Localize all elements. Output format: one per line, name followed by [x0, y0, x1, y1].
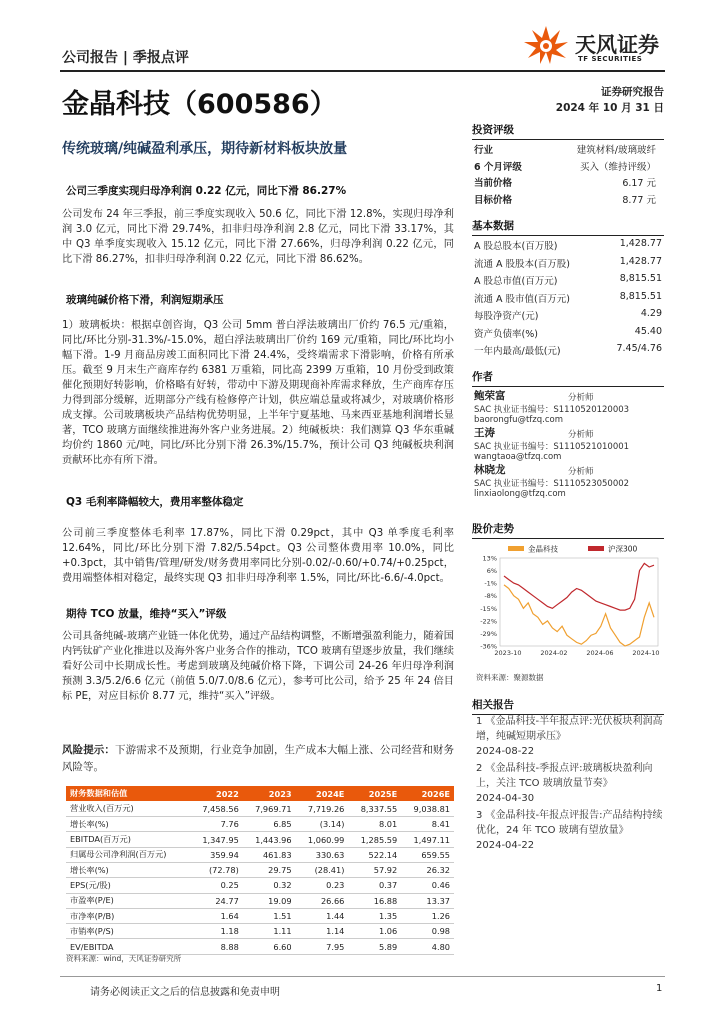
- table-cell: 359.94: [190, 847, 243, 862]
- table-row: [66, 847, 454, 862]
- table-cell: 0.46: [401, 878, 454, 893]
- column-header: 2024E: [296, 786, 349, 801]
- table-cell: 16.88: [348, 893, 401, 908]
- related-report-date: 2024-04-22: [476, 840, 535, 851]
- table-cell: 8.01: [348, 817, 401, 832]
- report-headline: 传统玻璃/纯碱盈利承压，期待新材料板块放量: [62, 141, 348, 157]
- row-label: EPS(元/股): [66, 878, 190, 893]
- report-type: 证券研究报告: [601, 86, 664, 98]
- table-row: [66, 924, 454, 939]
- column-header: 2026E: [401, 786, 454, 801]
- table-row: [66, 817, 454, 832]
- rating-row: [474, 175, 662, 189]
- table-cell: 57.92: [348, 862, 401, 877]
- row-label: 增长率(%): [66, 862, 190, 877]
- y-tick-label: 6%: [486, 567, 497, 576]
- basic-data-row: [474, 238, 662, 252]
- x-tick-label: 2024-02: [540, 649, 568, 657]
- section-body-1: 公司发布 24 年三季报，前三季度实现收入 50.6 亿，同比下滑 12.8%，实现归母净利润 3.0 亿元，同比下滑 29.74%，扣非归母净利润 2.8 亿元，同比下滑 33.17%，其中 Q3 单季度实现收入 15.12 亿元，同比下滑 27.66%，归母净利润 0.22 亿元，同比下滑 86.27%，扣非归母净利润 0.22 亿元，同比下滑 86.62%。: [62, 209, 454, 265]
- table-cell: 6.85: [243, 817, 296, 832]
- table-cell: 29.75: [243, 862, 296, 877]
- y-tick-label: -1%: [484, 579, 497, 588]
- basic-data-title: 基本数据: [472, 218, 664, 236]
- section-heading-2: 玻璃纯碱价格下滑，利润短期承压: [66, 294, 224, 306]
- authors-title: 作者: [472, 369, 664, 387]
- author-sac: SAC 执业证书编号：S1110523050002: [474, 479, 630, 489]
- row-label: EV/EBITDA: [66, 939, 190, 954]
- basic-data-label: A 股总股本(百万股): [474, 241, 558, 252]
- basic-data-value: 1,428.77: [619, 255, 662, 267]
- y-tick-label: -8%: [484, 592, 497, 601]
- table-cell: 1,497.11: [401, 832, 454, 847]
- page-number: 1: [656, 983, 663, 994]
- basic-data-value: 1,428.77: [619, 238, 662, 249]
- table-cell: 9,038.81: [401, 801, 454, 816]
- basic-data-label: 资产负债率(%): [474, 328, 538, 340]
- table-cell: (28.41): [296, 862, 349, 877]
- row-label: 归属母公司净利润(百万元): [66, 847, 190, 862]
- header-divider: [60, 70, 665, 72]
- page-title: 金晶科技（600586）: [62, 89, 337, 120]
- table-cell: 1,060.99: [296, 832, 349, 847]
- table-cell: 1.26: [401, 908, 454, 923]
- table-cell: 4.80: [401, 939, 454, 954]
- row-label: EBITDA(百万元): [66, 832, 190, 847]
- table-row: [66, 801, 454, 816]
- section-body-4: 公司具备纯碱-玻璃产业链一体化优势，通过产品结构调整，不断增强盈利能力，随着国内钙钛矿产业化推进以及海外客户业务合作的推动，TCO 玻璃有望逐步放量，我们继续看好公司中长期成长性。考虑到玻璃及纯碱价格下降，下调公司 24-26 年归母净利润预测 3.3/5.2/6.6 亿元（前值 5.0/7.0/8.6 亿元），参考可比公司，给予 25 年 24 倍目标 PE，对应目标价 8.77 元，维持“买入”评级。: [62, 631, 454, 702]
- table-cell: 0.23: [296, 878, 349, 893]
- table-cell: 7.76: [190, 817, 243, 832]
- rating-title: 投资评级: [472, 122, 664, 140]
- table-cell: 13.37: [401, 893, 454, 908]
- table-cell: 1.18: [190, 924, 243, 939]
- price-chart-source: 资料来源：聚源数据: [476, 673, 544, 682]
- legend-swatch: [508, 546, 524, 551]
- basic-data-value: 7.45/4.76: [616, 343, 662, 354]
- table-row: [66, 893, 454, 908]
- table-cell: 522.14: [348, 847, 401, 862]
- rating-row: [474, 159, 662, 173]
- related-report-item[interactable]: [476, 808, 666, 853]
- table-cell: 659.55: [401, 847, 454, 862]
- rating-label: 目标价格: [474, 194, 513, 206]
- risk-warning: [62, 742, 454, 776]
- table-cell: 1,347.95: [190, 832, 243, 847]
- row-label: 增长率(%): [66, 817, 190, 832]
- table-cell: 1.51: [243, 908, 296, 923]
- legend-label: 金晶科技: [528, 544, 558, 554]
- basic-data-row: [474, 291, 662, 305]
- basic-data-value: 45.40: [634, 325, 662, 337]
- basic-data-label: 流通 A 股股本(百万股): [474, 258, 570, 270]
- risk-text: 下游需求不及预期，行业竞争加剧，生产成本大幅上涨、公司经营和财务风险等。: [62, 744, 455, 773]
- table-cell: 0.98: [401, 924, 454, 939]
- section-heading-1: 公司三季度实现归母净利润 0.22 亿元，同比下滑 86.27%: [66, 185, 347, 197]
- author-email[interactable]: baorongfu@tfzq.com: [474, 415, 564, 425]
- table-cell: 1,443.96: [243, 832, 296, 847]
- table-cell: 7,719.26: [296, 801, 349, 816]
- y-tick-label: -36%: [480, 642, 497, 651]
- table-cell: 1.35: [348, 908, 401, 923]
- author-role: 分析师: [568, 467, 594, 477]
- report-date: 2024 年 10 月 31 日: [555, 102, 664, 114]
- brand-name: 天风证券: [575, 33, 659, 57]
- rating-value: 买入（维持评级）: [579, 161, 656, 173]
- author-name: 鲍荣富: [474, 390, 506, 402]
- related-report-text[interactable]: 1 《金晶科技-半年报点评:光伏板块利润高增，纯碱短期承压》: [476, 716, 663, 742]
- brand-name-en: TF SECURITIES: [578, 55, 643, 63]
- plot-frame: [500, 558, 658, 646]
- basic-data-label: 流通 A 股市值(百万元): [474, 293, 570, 305]
- table-cell: 330.63: [296, 847, 349, 862]
- table-cell: 461.83: [243, 847, 296, 862]
- related-report-item[interactable]: [476, 761, 666, 806]
- risk-label: 风险提示：: [62, 744, 115, 756]
- related-report-date: 2024-08-22: [476, 746, 535, 757]
- table-cell: 19.09: [243, 893, 296, 908]
- basic-data-row: [474, 308, 662, 322]
- y-tick-label: -22%: [480, 617, 497, 626]
- basic-data-label: 一年内最高/最低(元): [474, 346, 561, 357]
- author-card: [474, 462, 664, 499]
- y-tick-label: 13%: [482, 554, 497, 563]
- footer-disclaimer[interactable]: 请务必阅读正文之后的信息披露和免责申明: [90, 987, 280, 998]
- legend-label: 沪深300: [608, 544, 638, 554]
- table-cell: (3.14): [296, 817, 349, 832]
- table-cell: 26.32: [401, 862, 454, 877]
- author-email[interactable]: wangtaoa@tfzq.com: [474, 452, 562, 462]
- basic-data-value: 4.29: [640, 308, 662, 319]
- rating-value: 建筑材料/玻璃玻纤: [576, 145, 656, 156]
- basic-data-value: 8,815.51: [619, 290, 662, 302]
- section-body-2: 1）玻璃板块：根据卓创咨询，Q3 公司 5mm 普白浮法玻璃出厂价约 76.5 元/重箱，同比/环比分别-31.3%/-15.0%，超白浮法玻璃出厂价约 169 元/重箱，同比/环比均小幅下滑。1-9 月商品房竣工面积同比下滑 24.4%，受终端需求下滑影响，价格有所承压。截至 9 月末生产商库存约 6381 万重箱，同比高 2399 万重箱，10 月份受到政策催化预期好转影响，价格略有好转，带动中下游及期现商补库需求释放，生产商库存压力得到部分缓解，近期部分产线有检修停产计划，供应端总量或将减少，对玻璃价格形成支撑。公司玻璃板块产品结构优势明显，上半年宁夏基地、马来西亚基地利润增长显著，TCO 玻璃方面继续推进海外客户业务进展。2）纯碱板块：我们测算 Q3 华东重碱均价约 1860 元/吨，同比/环比分别下滑 26.3%/15.7%，预计公司 Q3 纯碱板块利润贡献环比亦有所下滑。: [62, 320, 454, 466]
- column-header: 2023: [243, 786, 296, 801]
- table-cell: 24.77: [190, 893, 243, 908]
- basic-data-value: 8,815.51: [619, 273, 662, 284]
- table-cell: 0.32: [243, 878, 296, 893]
- table-cell: (72.78): [190, 862, 243, 877]
- x-tick-label: 2024-06: [586, 649, 614, 657]
- table-row: [66, 908, 454, 923]
- author-sac: SAC 执业证书编号：S1110521010001: [474, 442, 630, 452]
- related-report-text[interactable]: 2 《金晶科技-季报点评:玻璃板块盈利向上，关注 TCO 玻璃放量节奏》: [476, 763, 653, 789]
- rating-label: 行业: [474, 145, 494, 156]
- related-reports-title: 相关报告: [472, 697, 664, 715]
- legend-swatch: [588, 546, 604, 551]
- author-role: 分析师: [568, 430, 594, 440]
- report-category: 公司报告 | 季报点评: [62, 50, 189, 66]
- financial-table-header: [66, 786, 454, 801]
- table-cell: 7,458.56: [190, 801, 243, 816]
- y-tick-label: -29%: [480, 629, 497, 638]
- table-cell: 8.41: [401, 817, 454, 832]
- rating-row: [474, 192, 662, 206]
- table-cell: 8,337.55: [348, 801, 401, 816]
- table-row: [66, 832, 454, 847]
- basic-data-row: [474, 273, 662, 287]
- rating-value: 6.17 元: [622, 178, 656, 189]
- column-header: 2022: [190, 786, 243, 801]
- table-cell: 6.60: [243, 939, 296, 954]
- table-row: [66, 878, 454, 893]
- table-cell: 7,969.71: [243, 801, 296, 816]
- rating-label: 当前价格: [474, 178, 513, 189]
- financial-table-source: 资料来源：wind，天风证券研究所: [66, 954, 182, 963]
- column-header: 2025E: [348, 786, 401, 801]
- basic-data-row: [474, 343, 662, 357]
- x-tick-label: 2024-10: [632, 649, 660, 657]
- table-cell: 1.14: [296, 924, 349, 939]
- basic-data-row: [474, 326, 662, 340]
- basic-data-label: 每股净资产(元): [474, 311, 539, 322]
- author-email[interactable]: linxiaolong@tfzq.com: [474, 489, 566, 499]
- row-label: 市盈率(P/E): [66, 893, 190, 908]
- author-name: 王涛: [474, 427, 495, 439]
- section-heading-3: Q3 毛利率降幅较大，费用率整体稳定: [66, 496, 244, 508]
- section-body-3: 公司前三季度整体毛利率 17.87%，同比下滑 0.29pct，其中 Q3 单季度毛利率 12.64%，同比/环比分别下滑 7.82/5.54pct。Q3 公司整体费用率 10.0%，同比+0.3pct，其中销售/管理/研发/财务费用率同比分别-0.02/-0.60/+0.74/+0.25pct，费用端整体相对稳定，最终实现 Q3 扣非归母净利率 1.5%，同比/环比-6.6/-4.0pct。: [62, 528, 454, 584]
- table-cell: 7.95: [296, 939, 349, 954]
- row-label: 营业收入(百万元): [66, 801, 190, 816]
- related-report-item[interactable]: [476, 714, 666, 759]
- basic-data-row: [474, 256, 662, 270]
- author-name: 林晓龙: [474, 464, 506, 476]
- basic-data-label: A 股总市值(百万元): [474, 276, 558, 287]
- table-cell: 5.89: [348, 939, 401, 954]
- table-row: [66, 939, 454, 954]
- related-report-text[interactable]: 3 《金晶科技-年报点评报告:产品结构持续优化，24 年 TCO 玻璃有望放量》: [476, 810, 663, 836]
- x-tick-label: 2023-10: [494, 649, 522, 657]
- price-chart-title: 股价走势: [472, 521, 664, 539]
- table-cell: 1.64: [190, 908, 243, 923]
- row-label: 市净率(P/B): [66, 908, 190, 923]
- y-tick-label: -15%: [480, 604, 497, 613]
- financial-table: [66, 786, 454, 955]
- table-cell: 0.37: [348, 878, 401, 893]
- author-sac: SAC 执业证书编号：S1110520120003: [474, 405, 630, 415]
- table-cell: 0.25: [190, 878, 243, 893]
- rating-label: 6 个月评级: [474, 161, 522, 173]
- table-cell: 1.06: [348, 924, 401, 939]
- table-cell: 26.66: [296, 893, 349, 908]
- series-line-stock: [504, 585, 654, 646]
- section-heading-4: 期待 TCO 放量，维持“买入”评级: [66, 608, 227, 620]
- column-header: 财务数据和估值: [66, 786, 190, 801]
- table-row: [66, 862, 454, 877]
- rating-value: 8.77 元: [622, 194, 656, 206]
- rating-row: [474, 142, 662, 156]
- author-card: [474, 388, 664, 425]
- author-role: 分析师: [568, 393, 594, 403]
- table-cell: 1,285.59: [348, 832, 401, 847]
- row-label: 市销率(P/S): [66, 924, 190, 939]
- table-cell: 1.11: [243, 924, 296, 939]
- related-report-date: 2024-04-30: [476, 793, 535, 804]
- series-line-index: [504, 563, 654, 610]
- footer-divider: [60, 976, 665, 977]
- price-chart: [474, 542, 664, 664]
- author-card: [474, 425, 664, 462]
- table-cell: 8.88: [190, 939, 243, 954]
- brand-logo-icon: [522, 22, 570, 66]
- table-cell: 1.44: [296, 908, 349, 923]
